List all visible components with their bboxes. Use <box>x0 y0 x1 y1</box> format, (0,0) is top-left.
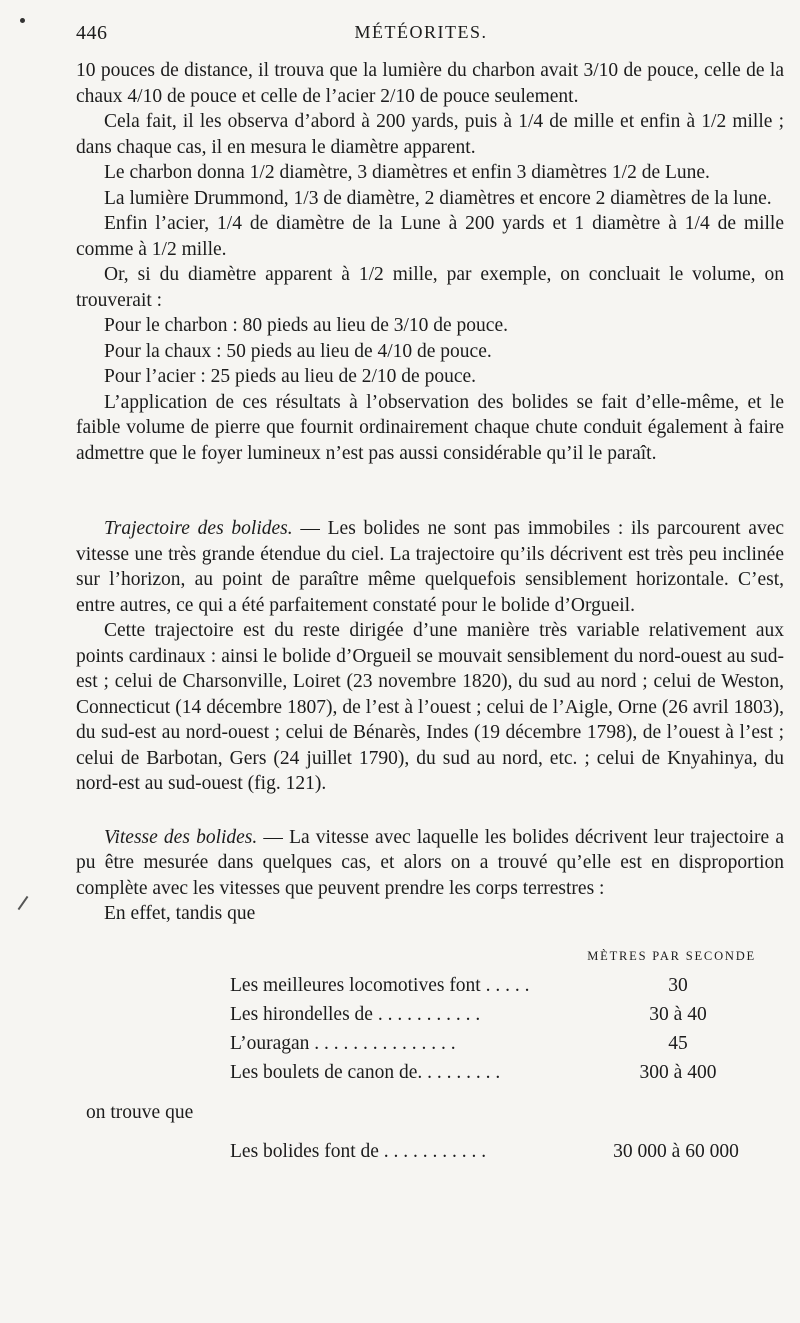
row-value: 30 <box>668 974 688 996</box>
paragraph: En effet, tandis que <box>104 903 256 924</box>
row-label: Les hirondelles de . . . . . . . . . . . <box>230 1003 481 1025</box>
row-value: 300 à 400 <box>639 1061 717 1083</box>
page-number: 446 <box>76 22 108 44</box>
on-trouve-line: on trouve que <box>86 1101 194 1123</box>
row-label: L’ouragan . . . . . . . . . . . . . . . <box>230 1032 456 1054</box>
page-header <box>76 22 766 48</box>
paragraph: Or, si du diamètre apparent à 1/2 mille, par exemple, on concluait le volume, on trouverait : <box>76 264 784 311</box>
table-row <box>76 1000 784 1029</box>
page-body <box>76 58 784 1167</box>
paragraph: Le charbon donna 1/2 diamètre, 3 diamètres et enfin 3 diamètres 1/2 de Lune. <box>104 162 710 183</box>
margin-mark <box>18 896 29 910</box>
paragraph: L’application de ces résultats à l’observation des bolides se fait d’elle-même, et le faible volume de pierre que fournit ordinairement chaque chute conduit également à faire admettre que le foyer lumineux n’est pas aussi considérable qu’il le paraît. <box>76 391 784 464</box>
paragraph: Cette trajectoire est du reste dirigée d’une manière très variable relativement aux points cardinaux : ainsi le bolide d’Orgueil se mouvait sensiblement du nord-ouest au sud-est ; celui de Charsonville, Loiret (23 novembre 1820), du sud au nord ; celui de Weston, Connecticut (14 décembre 1807), de l’est à l’ouest ; celui de l’Aigle, Orne (26 avril 1803), du sud-est au nord-ouest ; celui de Bénarès, Indes (19 décembre 1798), de l’ouest à l’est ; celui de Barbotan, Gers (24 juillet 1790), du sud au nord, etc. ; celui de Knyahinya, du nord-est au sud-ouest (fig. 121). <box>76 620 784 794</box>
row-value: 30 à 40 <box>649 1003 707 1025</box>
table-header: MÈTRES PAR SECONDE <box>587 948 756 963</box>
final-row <box>76 1137 784 1167</box>
section-paragraph <box>76 825 784 902</box>
row-label: Les meilleures locomotives font . . . . . <box>230 974 530 996</box>
section-paragraph <box>76 516 784 618</box>
row-value: 30 000 à 60 000 <box>613 1140 739 1162</box>
table-row <box>76 1029 784 1058</box>
paragraph: Enfin l’acier, 1/4 de diamètre de la Lune à 200 yards et 1 diamètre à 1/4 de mille comme à 1/2 mille. <box>76 213 784 260</box>
row-value: 45 <box>668 1032 688 1054</box>
paragraph: Cela fait, il les observa d’abord à 200 yards, puis à 1/4 de mille et enfin à 1/2 mille ; dans chaque cas, il en mesura le diamètre apparent. <box>76 111 784 158</box>
section-title: Trajectoire des bolides. <box>104 518 293 539</box>
list-line: Pour la chaux : 50 pieds au lieu de 4/10 de pouce. <box>104 340 492 362</box>
paragraph: 10 pouces de distance, il trouva que la lumière du charbon avait 3/10 de pouce, celle de la chaux 4/10 de pouce et celle de l’acier 2/10 de pouce seulement. <box>76 60 784 107</box>
list-line: Pour le charbon : 80 pieds au lieu de 3/10 de pouce. <box>104 315 508 336</box>
row-label: Les boulets de canon de. . . . . . . . . <box>230 1061 501 1083</box>
paragraph: La lumière Drummond, 1/3 de diamètre, 2 diamètres et encore 2 diamètres de la lune. <box>104 187 772 209</box>
table-row <box>76 971 784 1000</box>
list-line: Pour l’acier : 25 pieds au lieu de 2/10 de pouce. <box>104 366 477 387</box>
ink-dot <box>20 18 25 23</box>
section-text: — Les bolides ne sont pas immobiles : ils parcourent avec vitesse une très grande étendue du ciel. La trajectoire qu’ils décrivent est très peu inclinée sur l’horizon, au point de paraître même quelquefois sensiblement horizontale. C’est, entre autres, ce qui a été parfaitement constaté pour le bolide d’Orgueil. <box>76 518 784 616</box>
section-text: — La vitesse avec laquelle les bolides décrivent leur trajectoire a pu être mesurée dans quelques cas, et alors on a trouvé qu’elle est en disproportion complète avec les vitesses que peuvent prendre les corps terrestres : <box>76 826 784 899</box>
section-title: Vitesse des bolides. <box>104 826 258 848</box>
table-row <box>76 1058 784 1087</box>
row-label: Les bolides font de . . . . . . . . . . . <box>230 1140 487 1162</box>
running-title: MÉTÉORITES. <box>354 22 488 42</box>
